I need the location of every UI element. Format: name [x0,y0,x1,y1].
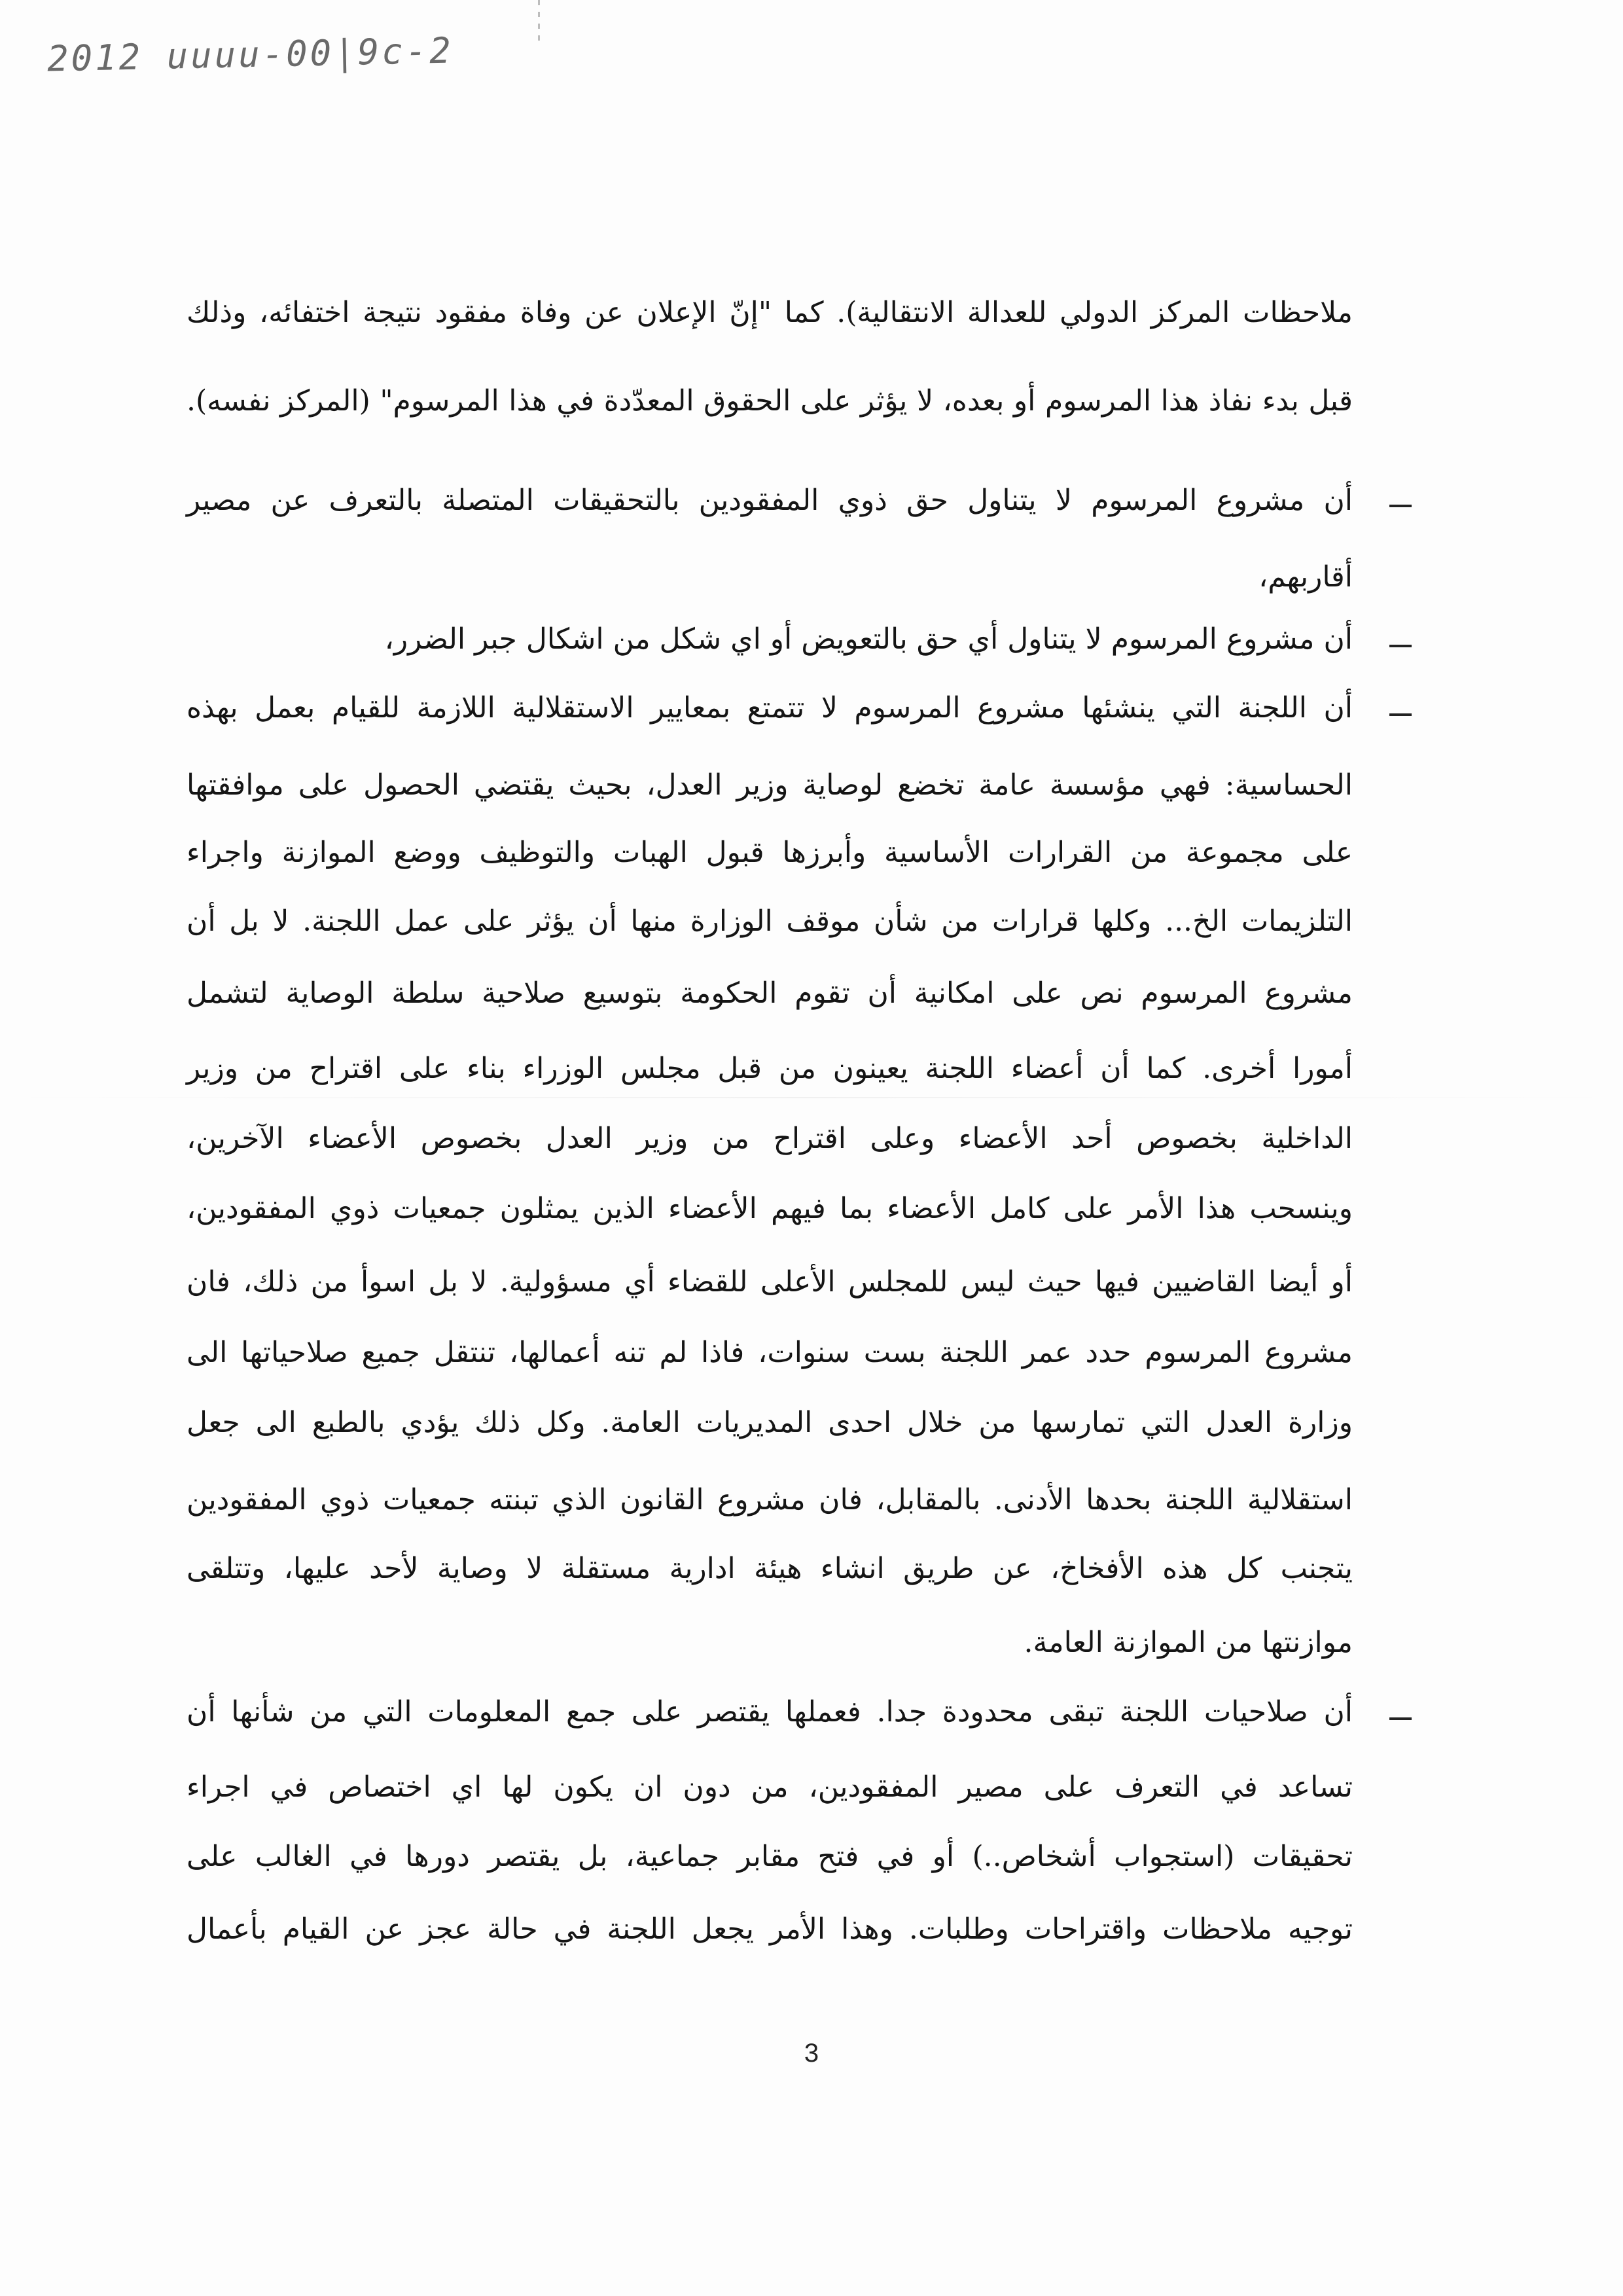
text-line: وينسحب هذا الأمر على كامل الأعضاء بما فيهم الأعضاء الذين يمثلون جمعيات ذوي المفقودين، [187,1192,1353,1225]
text-line: الحساسية: فهي مؤسسة عامة تخضع لوصاية وزير العدل، بحيث يقتضي الحصول على موافقتها [187,768,1353,802]
page-number: 3 [804,2039,819,2068]
text-line: توجيه ملاحظات واقتراحات وطلبات. وهذا الأمر يجعل اللجنة في حالة عجز عن القيام بأعمال [187,1912,1353,1946]
text-line: وزارة العدل التي تمارسها من خلال احدى المديريات العامة. وكل ذلك يؤدي بالطبع الى جعل [187,1406,1353,1439]
text-line: على مجموعة من القرارات الأساسية وأبرزها قبول الهبات والتوظيف ووضع الموازنة واجراء [187,836,1353,869]
text-line: مشروع المرسوم حدد عمر اللجنة بست سنوات، فاذا لم تنه أعمالها، تنتقل جميع صلاحياتها الى [187,1336,1353,1369]
text-line: أقاربهم، [1258,560,1353,594]
text-line: التلزيمات الخ... وكلها قرارات من شأن موقف الوزارة منها أن يؤثر على عمل اللجنة. لا بل أن [187,905,1353,938]
document-body [187,0,1353,2029]
text-line: أمورا أخرى. كما أن أعضاء اللجنة يعينون من قبل مجلس الوزراء بناء على اقتراح من وزير [187,1052,1353,1085]
text-line: تساعد في التعرف على مصير المفقودين، من دون ان يكون لها اي اختصاص في اجراء [187,1770,1353,1804]
text-line: أن مشروع المرسوم لا يتناول حق ذوي المفقودين بالتحقيقات المتصلة بالتعرف عن مصير [187,484,1353,517]
text-line: تحقيقات (استجواب أشخاص..) أو في فتح مقابر جماعية، بل يقتصر دورها في الغالب على [187,1840,1353,1873]
bullet-dash [1389,645,1412,647]
text-line: يتجنب كل هذه الأفخاخ، عن طريق انشاء هيئة ادارية مستقلة لا وصاية لأحد عليها، وتتلقى [187,1552,1353,1585]
text-line: أن اللجنة التي ينشئها مشروع المرسوم لا تتمتع بمعايير الاستقلالية اللازمة للقيام بعمل بهذه [187,691,1353,725]
bullet-dash [1389,713,1412,716]
text-line: ملاحظات المركز الدولي للعدالة الانتقالية). كما "إنّ الإعلان عن وفاة مفقود نتيجة اختفائه، وذلك [187,296,1353,329]
handwritten-reference: 2012 uuuu-00|9c-2 [46,29,454,80]
text-line: استقلالية اللجنة بحدها الأدنى. بالمقابل، فان مشروع القانون الذي تبنته جمعيات ذوي المفقودين [187,1483,1353,1516]
text-line: قبل بدء نفاذ هذا المرسوم أو بعده، لا يؤثر على الحقوق المعدّدة في هذا المرسوم" (المركز نفسه). [187,384,1353,418]
text-line: الداخلية بخصوص أحد الأعضاء وعلى اقتراح من وزير العدل بخصوص الأعضاء الآخرين، [187,1122,1353,1155]
text-line: أن مشروع المرسوم لا يتناول أي حق بالتعويض أو اي شكل من اشكال جبر الضرر، [384,622,1353,656]
bullet-dash [1389,1717,1412,1720]
text-line: مشروع المرسوم نص على امكانية أن تقوم الحكومة بتوسيع صلاحية سلطة الوصاية لتشمل [187,977,1353,1010]
text-line: موازنتها من الموازنة العامة. [1024,1626,1353,1659]
text-line: أو أيضا القاضيين فيها حيث ليس للمجلس الأعلى للقضاء أي مسؤولية. لا بل اسوأ من ذلك، فان [187,1265,1353,1299]
bullet-dash [1389,505,1412,507]
text-line: أن صلاحيات اللجنة تبقى محدودة جدا. فعملها يقتصر على جمع المعلومات التي من شأنها أن [187,1695,1353,1729]
